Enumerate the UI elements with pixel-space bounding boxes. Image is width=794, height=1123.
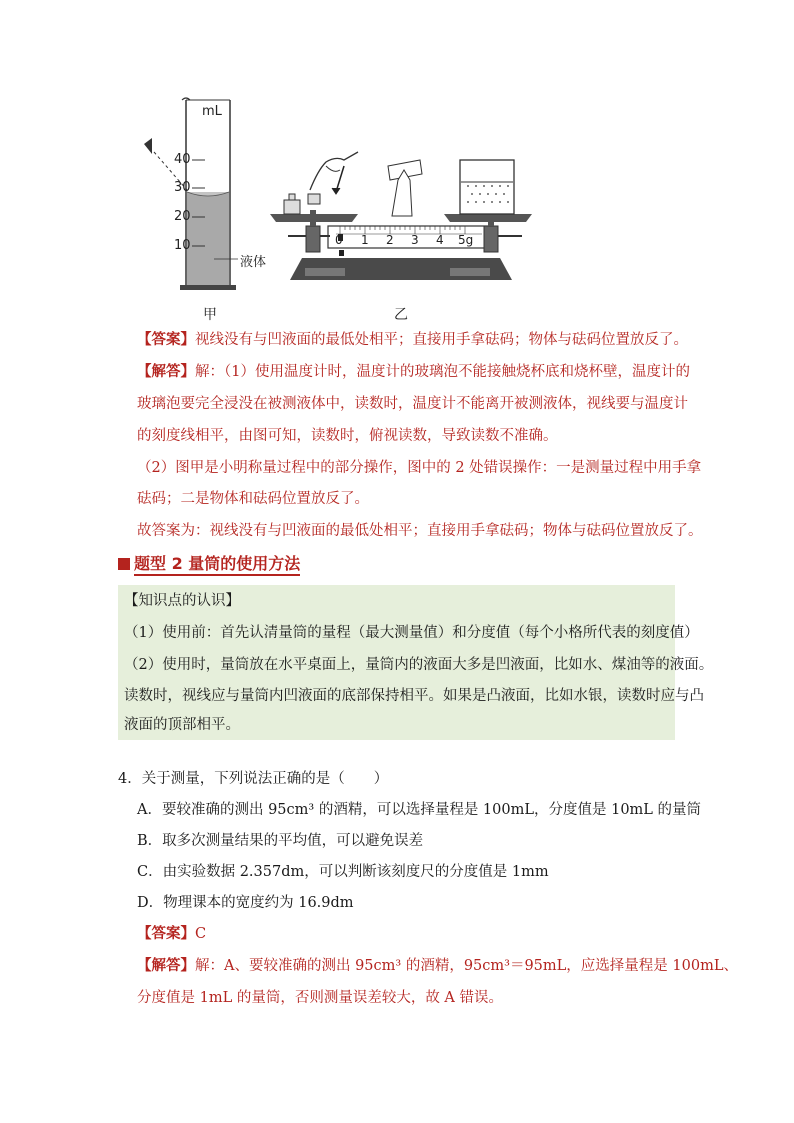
- tick-label-40: 40: [174, 152, 191, 167]
- answer-1: [137, 330, 688, 350]
- solution-1-line-3: 的刻度线相平，由图可知，读数时，俯视读数，导致读数不准确。: [137, 428, 558, 444]
- section-marker-icon: [118, 558, 130, 570]
- solution-4-tag: 【解答】: [137, 957, 195, 974]
- answer-tag: 【答案】: [137, 331, 195, 348]
- solution-1-line-6: 故答案为：视线没有与凹液面的最低处相平；直接用手拿砝码；物体与砝码位置放反了。: [137, 523, 703, 539]
- balance-scale: [270, 152, 532, 280]
- figure-drawing: [130, 90, 570, 330]
- cylinder-unit-label: mL: [202, 104, 222, 119]
- ruler-label-2: 2: [386, 233, 394, 247]
- ruler-label-4: 4: [436, 233, 444, 247]
- ruler-label-1: 1: [361, 233, 369, 247]
- answer-4-text: C: [195, 926, 207, 942]
- question-4-option-b: B．取多次测量结果的平均值，可以避免误差: [137, 833, 424, 849]
- knowledge-line-1: （1）使用前：首先认清量筒的量程（最大测量值）和分度值（每个小格所代表的刻度值）: [124, 625, 699, 641]
- question-4-option-c: C．由实验数据 2.357dm，可以判断该刻度尺的分度值是 1mm: [137, 864, 549, 880]
- question-4-option-a: A．要较准确的测出 95cm³ 的酒精，可以选择量程是 100mL，分度值是 10mL 的量筒: [137, 802, 702, 818]
- tick-label-10: 10: [174, 238, 191, 253]
- ruler-label-3: 3: [411, 233, 419, 247]
- answer-4: [137, 924, 206, 944]
- knowledge-title: 【知识点的认识】: [124, 593, 240, 609]
- solution-text: 解：（1）使用温度计时，温度计的玻璃泡不能接触烧杯底和烧杯壁，温度计的: [195, 364, 690, 380]
- ruler-label-0: 0: [335, 233, 343, 247]
- solution-1-line-4: （2）图甲是小明称量过程中的部分操作，图中的 2 处错误操作：一是测量过程中用手拿: [137, 460, 702, 476]
- solution-tag: 【解答】: [137, 363, 195, 380]
- caption-yi: 乙: [394, 307, 408, 323]
- solution-4-line-1: [137, 956, 738, 976]
- question-4-option-d: D．物理课本的宽度约为 16.9dm: [137, 895, 354, 911]
- tick-label-30: 30: [174, 180, 191, 195]
- knowledge-line-4: 液面的顶部相平。: [124, 717, 240, 733]
- solution-4-line-2: 分度值是 1mL 的量筒，否则测量误差较大，故 A 错误。: [137, 990, 504, 1006]
- knowledge-line-3: 读数时，视线应与量筒内凹液面的底部保持相平。如果是凸液面，比如水银，读数时应与凸: [124, 688, 704, 704]
- caption-jia: 甲: [203, 307, 217, 323]
- liquid-column: [187, 192, 229, 285]
- eye-icon: [144, 138, 152, 154]
- section-title: 题型 2 量筒的使用方法: [134, 554, 300, 576]
- question-4-stem: 4．关于测量，下列说法正确的是（ ）: [118, 771, 389, 787]
- tick-label-20: 20: [174, 209, 191, 224]
- graduated-cylinder: [144, 98, 238, 290]
- solution-1-line-5: 砝码；二是物体和砝码位置放反了。: [137, 491, 369, 507]
- knowledge-box: [118, 585, 714, 740]
- solution-1-line-1: [137, 362, 690, 382]
- answer-text: 视线没有与凹液面的最低处相平；直接用手拿砝码；物体与砝码位置放反了。: [195, 332, 688, 348]
- ruler-label-5g: 5g: [458, 233, 474, 247]
- liquid-label: 液体: [240, 255, 267, 270]
- section-heading: [118, 551, 300, 574]
- answer-4-tag: 【答案】: [137, 925, 195, 942]
- knowledge-line-2: （2）使用时，量筒放在水平桌面上，量筒内的液面大多是凹液面，比如水、煤油等的液面。: [124, 657, 714, 673]
- solution-1-line-2: 玻璃泡要完全浸没在被测液体中，读数时，温度计不能离开被测液体，视线要与温度计: [137, 396, 688, 412]
- solution-4-text: 解：A、要较准确的测出 95cm³ 的酒精，95cm³＝95mL，应选择量程是 100mL、: [195, 958, 738, 974]
- experiment-figure: [130, 90, 570, 330]
